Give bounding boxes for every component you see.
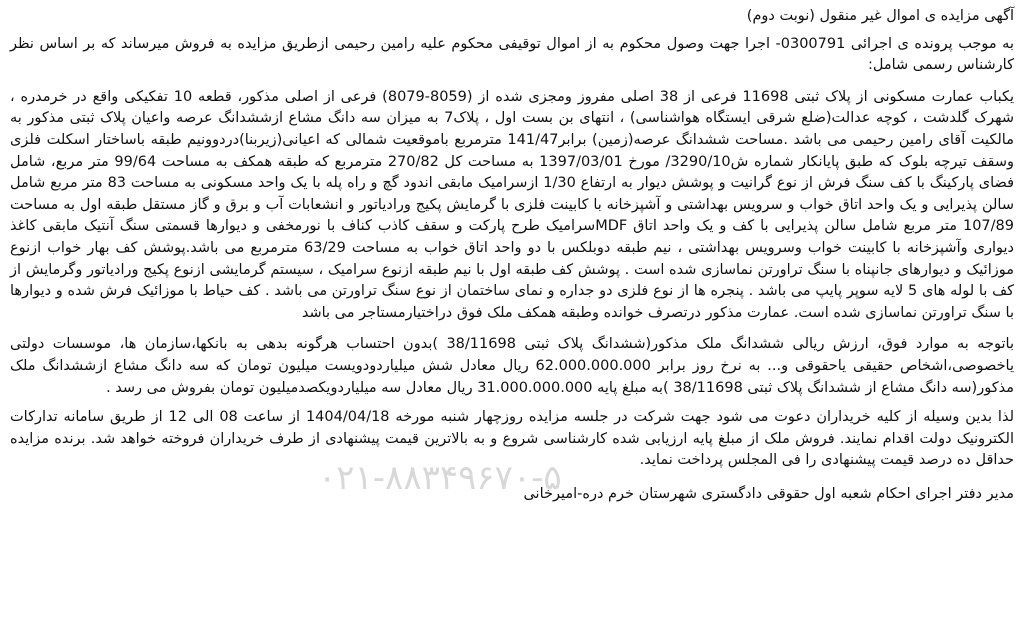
property-description: یکباب عمارت مسکونی از پلاک ثبتی 11698 فرعی از 38 اصلی مفروز ومجزی شده از (8059-8079) فرعی از اصلی مذکور، قطعه 10 تفکیکی واقع در خرمدره ، شهرک گلدشت ، کوچه عدالت(ضلع شرقی ایستگاه هواشناسی) ، انتهای بن بست اول ، پلاک7 به میزان سه دانگ مشاع ازششدانگ عرصه واعیان پلاک ثبتی مذکور به مالکیت آقای رامین رحیمی می باشد .مساحت ششدانگ عرصه(زمین) برابر141/47 مترمربع باموقعیت شمالی که اعیانی(زیربنا)دردوونیم طبقه باساختار اسکلت فلزی وسقف تیرچه بلوک که طبق پایانکار شماره ش3290/10/ مورخ 1397/03/01 به مساحت کل 270/82 مترمربع که طبقه همکف به مساحت 99/64 متر مربع، شامل فضای پارکینگ با کف سنگ فرش از نوع گرانیت و پوشش دیوار به ارتفاع 1/30 ازسرامیک مابقی اندود گچ و راه پله با یک واحد مسکونی به مساحت 83 متر مربع شامل سالن پذیرایی و یک واحد اتاق خواب و سرویس بهداشتی و آشپزخانه با کابینت فلزی با گرمایش پکیج ورادیاتور و انشعابات آب و برق و گاز مستقل طبقه اول به مساحت 107/89 متر مربع شامل سالن پذیرایی با کف و یک واحد اتاق MDFسرامیک طرح پارکت و سقف کاذب کناف با نورمخفی و دیوارها قسمتی سنگ آنتیک مابقی کاغذ دیواری وآشپزخانه با کابینت خواب وسرویس بهداشتی ، نیم طبقه دوبلکس با دو واحد اتاق خواب به مساحت 63/29 مترمربع می باشد.پوشش کف بهار خواب ازنوع موزائیک و دیوارهای جانپناه با سنگ تراورتن نماسازی شده است . پوشش کف طبقه اول با نیم طبقه ازنوع سرامیک ، سیستم گرمایشی ازنوع پکیج ورادیاتور وگرمایش از کف با لوله های 5 لایه سوپر پایپ می باشد . پنجره ها از نوع فلزی دو جداره و نمای ساختمان از نوع سنگ تراورتن می باشد . کف حیاط با موزائیک فرش شده و دیوارها با سنگ تراورتن نماسازی شده است. عمارت مذکور درتصرف خوانده وطبقه همکف ملک فوق دراختیارمستاجر می باشد bbox=[10, 88, 1015, 321]
phone-watermark: ۰۲۱-۸۸۳۴۹۶۷۰-۵ bbox=[318, 458, 562, 498]
signature-line: مدیر دفتر اجرای احکام شعبه اول حقوقی دادگستری شهرستان خرم دره-امیرخانی bbox=[523, 485, 1014, 502]
notice-title: آگهی مزایده ی اموال غیر منقول (نوبت دوم) bbox=[746, 8, 1014, 24]
valuation-paragraph: باتوجه به موارد فوق، ارزش ریالی ششدانگ ملک مذکور(ششدانگ پلاک ثبتی 38/11698 )بدون احتساب هرگونه بدهی به بانکها،سازمان ها، موسسات دولتی یاخصوصی،اشخاص حقیقی یاحقوقی و... به نرخ روز برابر 62.000.000.000 ریال معادل شش میلیاردودویست میلیون تومان که سه دانگ مشاع ازششدانگ ملک مذکور(سه دانگ مشاع از ششدانگ پلاک ثبتی 38/11698 )به مبلغ پایه 31.000.000.000 ریال معادل سه میلیاردویکصدمیلیون تومان بفروش می رسد . bbox=[10, 336, 1014, 396]
auction-invitation: لذا بدین وسیله از کلیه خریداران دعوت می شود جهت شرکت در جلسه مزایده روزچهار شنبه مورخه 1404/04/18 از ساعت 08 الی 12 از طریق سامانه تدارکات الکترونیک دولت اقدام نمایند. فروش ملک از مبلغ پایه ارزیابی شده کارشناسی شروع و به بالاترین قیمت پیشنهادی از طرف خریداران فروخته خواهد شد. برنده مزایده حداقل ده درصد قیمت پیشنهادی را فی المجلس پرداخت نماید. bbox=[10, 409, 1014, 469]
notice-intro: به موجب پرونده ی اجرائی 0300791- اجرا جهت وصول محکوم به از اموال توقیفی محکوم علیه رامین رحیمی ازطریق مزایده به فروش میرساند که بر اساس نظر کارشناس رسمی شامل: bbox=[10, 35, 1014, 74]
notice-document bbox=[10, 6, 1014, 505]
